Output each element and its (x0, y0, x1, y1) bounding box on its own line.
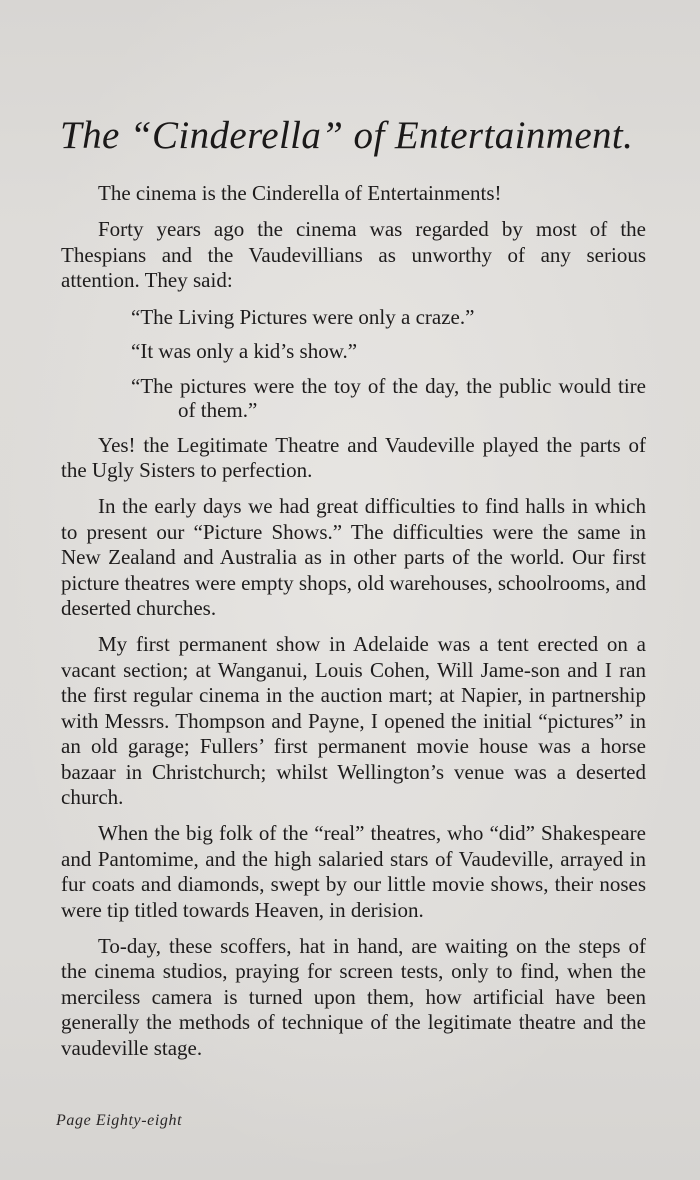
quote: “The Living Pictures were only a craze.” (131, 304, 475, 329)
paragraph: My first permanent show in Adelaide was a tent erected on a vacant section; at Wanganui, Louis Cohen, Will Jame-son and I ran the first regular cinema in the auction mart; at Napier, in partnership with Messrs. Thompson and Payne, I opened the initial “pictures” in an old garage; Fullers’ first permanent movie house was a horse bazaar in Christchurch; whilst Wellington’s venue was a deserted church. (61, 632, 646, 809)
paragraph: To-day, these scoffers, hat in hand, are waiting on the steps of the cinema studios, praying for screen tests, only to find, when the merciless camera is turned upon them, how artificial have been generally the methods of technique of the legitimate theatre and the vaudeville stage. (61, 933, 646, 1060)
paragraph: Yes! the Legitimate Theatre and Vaudeville played the parts of the Ugly Sisters to perfection. (61, 432, 646, 483)
paragraph: The cinema is the Cinderella of Entertainments! (98, 181, 502, 205)
body-text (61, 181, 646, 1072)
quote: “It was only a kid’s show.” (131, 339, 358, 364)
quote: “The pictures were the toy of the day, the public would tire of them.” (131, 373, 646, 423)
paragraph: Forty years ago the cinema was regarded by most of the Thespians and the Vaudevillians as unworthy of any serious attention. They said: (61, 217, 646, 293)
paragraph: In the early days we had great difficulties to find halls in which to present our “Picture Shows.” The difficulties were the same in New Zealand and Australia as in other parts of the world. Our first picture theatres were empty shops, old warehouses, schoolrooms, and deserted churches. (61, 494, 646, 621)
paragraph: When the big folk of the “real” theatres, who “did” Shakespeare and Pantomime, and the high salaried stars of Vaudeville, arrayed in fur coats and diamonds, swept by our little movie shows, their noses were tip titled towards Heaven, in derision. (61, 821, 646, 922)
page-footer: Page Eighty-eight (56, 1112, 183, 1129)
page-title: The “Cinderella” of Entertainment. (60, 114, 634, 157)
